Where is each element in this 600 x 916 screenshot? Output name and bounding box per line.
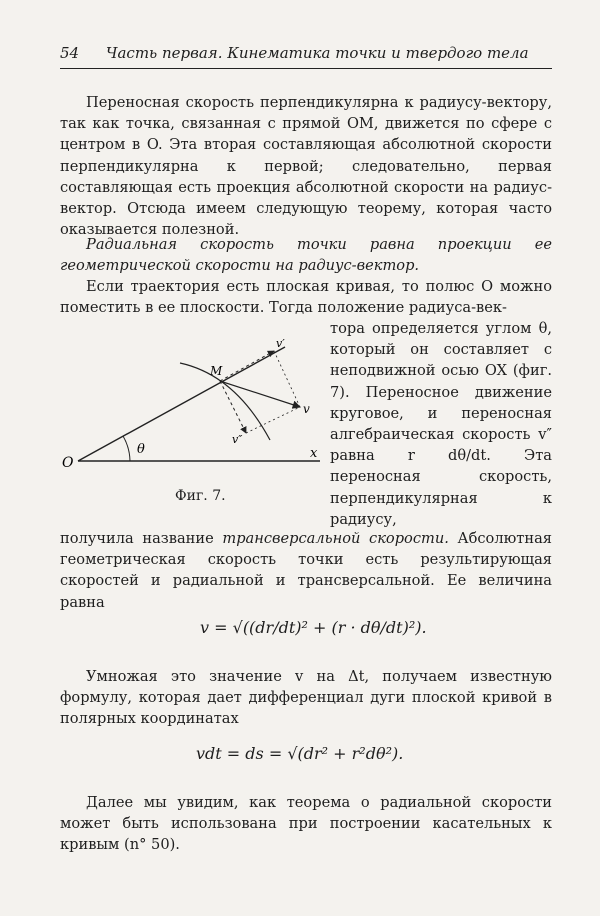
label-angle: θ xyxy=(137,442,145,457)
paragraph-tangents: Далее мы увидим, как теорема о радиальной скорости может быть использована при построении касательных к кривым (n° 50). xyxy=(60,794,552,854)
paragraph-transport-velocity: Переносная скорость перпендикулярна к радиусу-вектору, так как точка, связанная с прямой OM, движется по сфере с центром в O. Эта вторая составляющая абсолютной скорости перпендикулярна к первой; следовательно, первая составляющая есть проекция абсолютной скорости на радиус-вектор. Отсюда имеем следующую теорему, которая часто оказывается полезной. xyxy=(60,94,552,239)
label-origin: O xyxy=(62,455,74,471)
radius-vector-line xyxy=(78,347,285,461)
running-header xyxy=(60,44,552,69)
transverse-term: трансверсальной скорости. xyxy=(222,530,449,547)
formula-arc: vdt = ds = √(dr² + r²dθ²). xyxy=(196,744,404,763)
label-point: M xyxy=(210,364,223,378)
transverse-text-1: получила название xyxy=(60,530,214,547)
label-axis: x xyxy=(310,446,318,461)
label-v-double-prime: v″ xyxy=(232,433,243,446)
label-velocity: v xyxy=(303,402,310,416)
velocity-arrow xyxy=(220,381,300,407)
parallelogram-side-1 xyxy=(274,351,300,407)
radial-velocity-arrow xyxy=(220,351,274,381)
paragraph-angle-description: тора определяется углом θ, который он составляет с неподвижной осью OX (фиг. 7). Переносное движение круговое, и переносная алгебраическая скорость v″ равна r dθ/dt. Эта переносная скорость, перпендикулярная к радиусу, xyxy=(330,320,552,528)
theorem-radial-velocity: Радиальная скорость точки равна проекции ее геометрической скорости на радиус-вектор. xyxy=(60,236,552,275)
running-title: Часть первая. Кинематика точки и твердого тела xyxy=(105,44,529,62)
trajectory-curve xyxy=(180,363,270,440)
page-number: 54 xyxy=(60,44,80,62)
paragraph-transverse-velocity xyxy=(60,528,552,613)
paragraph-arc-differential: Умножая это значение v на Δt, получаем известную формулу, которая дает дифференциал дуги плоской кривой в полярных координатах xyxy=(60,668,552,728)
figure-caption: Фиг. 7. xyxy=(175,488,226,504)
transverse-text-2: Абсолютная геометрическая скорость точки есть результирующая скоростей и радиальной и трансверсальной. Ее величина равна xyxy=(60,530,552,611)
formula-speed: v = √((dr/dt)² + (r · dθ/dt)²). xyxy=(200,618,427,637)
angle-arc xyxy=(123,436,130,461)
parallelogram-side-2 xyxy=(246,407,300,433)
paragraph-plane-curve: Если траектория есть плоская кривая, то полюс O можно поместить в ее плоскости. Тогда положение радиуса-век- xyxy=(60,278,552,317)
label-v-prime: v′ xyxy=(276,337,285,350)
